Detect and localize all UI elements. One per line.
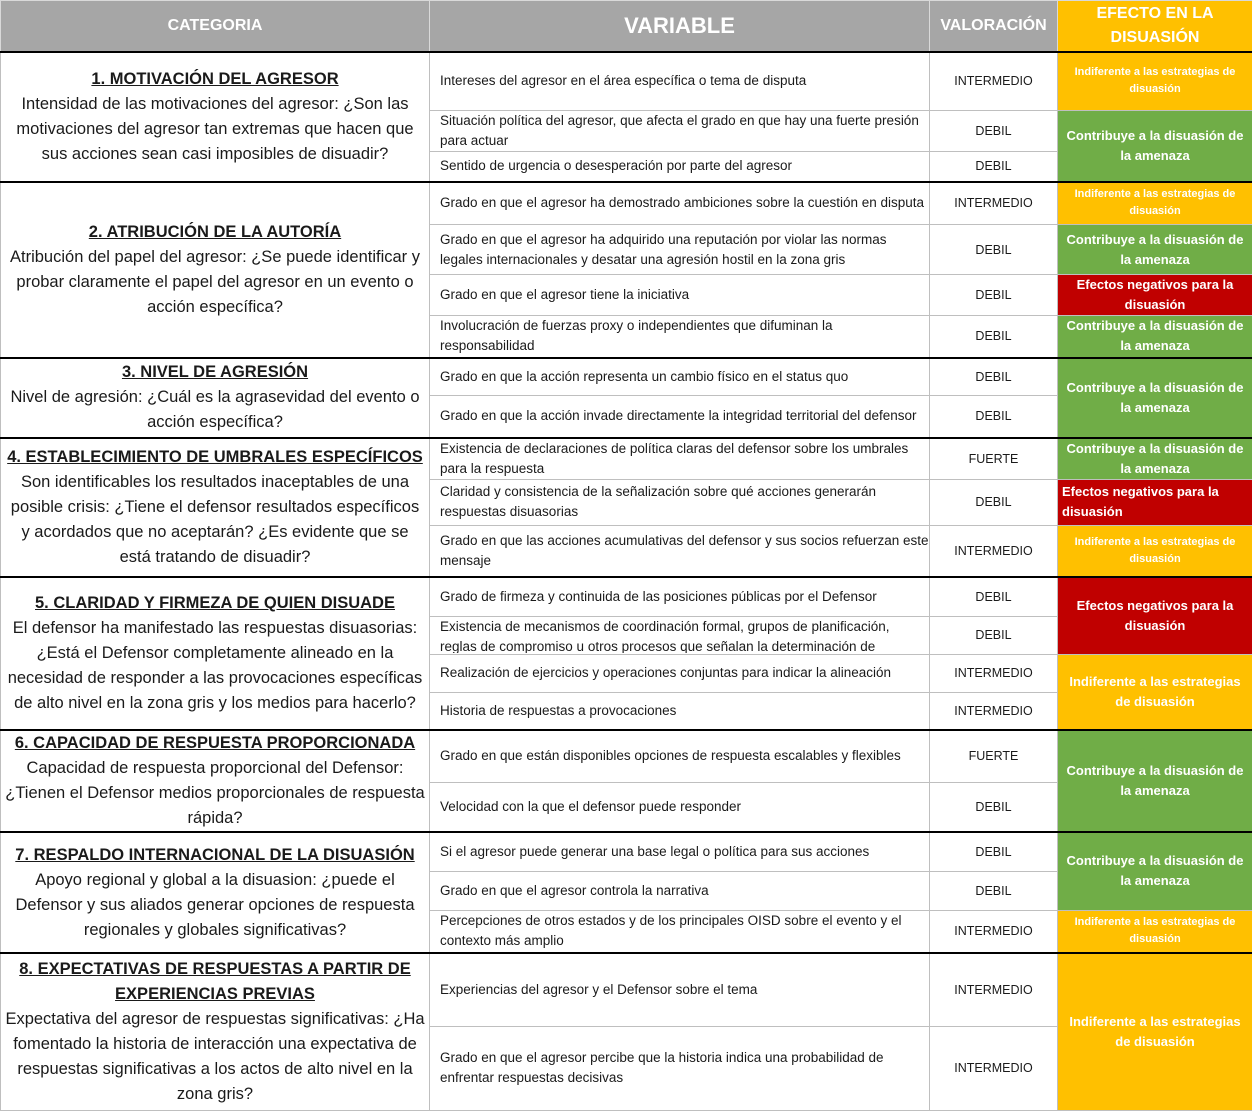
header-row <box>1 1 1252 52</box>
category-title: 2. ATRIBUCIÓN DE LA AUTORÍA <box>5 220 425 245</box>
category-description: Apoyo regional y global a la disuasion: ¿puede el Defensor y sus aliados generar opciones de respuesta regionales y globales significativas? <box>5 868 425 943</box>
variable-cell: Grado en que el agresor controla la narrativa <box>430 871 930 910</box>
category-description: Expectativa del agresor de respuestas significativas: ¿Ha fomentado la historia de interacción una expectativa de respuestas significativas a los actos de alto nivel en la zona gris? <box>5 1007 425 1107</box>
valoracion-cell: INTERMEDIO <box>930 182 1058 225</box>
valoracion-cell: INTERMEDIO <box>930 910 1058 953</box>
table-row <box>1 832 1252 871</box>
header-variable: VARIABLE <box>430 1 930 52</box>
variable-cell: Sentido de urgencia o desesperación por parte del agresor <box>430 152 930 182</box>
category-description: Son identificables los resultados inaceptables de una posible crisis: ¿Tiene el defensor resultados específicos y acordados que no aceptarán? ¿Es evidente que se está tratando de disuadir? <box>5 470 425 570</box>
variable-cell: Realización de ejercicios y operaciones conjuntas para indicar la alineación <box>430 654 930 692</box>
table-row <box>1 438 1252 480</box>
effect-cell: Contribuye a la disuasión de la amenaza <box>1058 438 1252 480</box>
category-cell <box>1 832 430 953</box>
variable-text: Existencia de mecanismos de coordinación formal, grupos de planificación, reglas de compromiso u otros procesos que señalan la determinación de <box>440 617 929 653</box>
table-row <box>1 358 1252 396</box>
effect-cell: Indiferente a las estrategias de disuasión <box>1058 182 1252 225</box>
effect-cell: Efectos negativos para la disuasión <box>1058 479 1252 525</box>
valoracion-cell: INTERMEDIO <box>930 1026 1058 1110</box>
table-row <box>1 953 1252 1026</box>
valoracion-cell: INTERMEDIO <box>930 52 1058 111</box>
valoracion-cell: INTERMEDIO <box>930 692 1058 730</box>
variable-cell: Si el agresor puede generar una base legal o política para sus acciones <box>430 832 930 871</box>
valoracion-cell: DEBIL <box>930 152 1058 182</box>
category-title: 5. CLARIDAD Y FIRMEZA DE QUIEN DISUADE <box>5 591 425 616</box>
effect-cell: Indiferente a las estrategias de disuasión <box>1058 953 1252 1110</box>
effect-cell: Indiferente a las estrategias de disuasión <box>1058 654 1252 730</box>
variable-cell: Grado en que el agresor percibe que la historia indica una probabilidad de enfrentar respuestas decisivas <box>430 1026 930 1110</box>
effect-cell: Contribuye a la disuasión de la amenaza <box>1058 832 1252 910</box>
effect-cell: Indiferente a las estrategias de disuasión <box>1058 525 1252 577</box>
category-description: El defensor ha manifestado las respuestas disuasorias: ¿Está el Defensor completamente alineado en la necesidad de responder a las provocaciones específicas de alto nivel en la zona gris y los medios para hacerlo? <box>5 616 425 716</box>
variable-cell: Grado en que la acción invade directamente la integridad territorial del defensor <box>430 396 930 438</box>
effect-cell: Contribuye a la disuasión de la amenaza <box>1058 358 1252 438</box>
variable-cell: Existencia de declaraciones de política claras del defensor sobre los umbrales para la respuesta <box>430 438 930 480</box>
valoracion-cell: INTERMEDIO <box>930 654 1058 692</box>
category-cell <box>1 52 430 182</box>
category-cell <box>1 358 430 438</box>
category-title: 7. RESPALDO INTERNACIONAL DE LA DISUASIÓN <box>5 843 425 868</box>
variable-cell: Historia de respuestas a provocaciones <box>430 692 930 730</box>
category-title: 4. ESTABLECIMIENTO DE UMBRALES ESPECÍFICOS <box>5 445 425 470</box>
category-title: 6. CAPACIDAD DE RESPUESTA PROPORCIONADA <box>5 731 425 756</box>
valoracion-cell: DEBIL <box>930 479 1058 525</box>
category-title: 1. MOTIVACIÓN DEL AGRESOR <box>5 67 425 92</box>
variable-cell: Involucración de fuerzas proxy o independientes que difuminan la responsabilidad <box>430 316 930 358</box>
variable-cell: Grado en que el agresor ha adquirido una reputación por violar las normas legales internacionales y desatar una agresión hostil en la zona gris <box>430 225 930 275</box>
variable-cell: Situación política del agresor, que afecta el grado en que hay una fuerte presión para actuar <box>430 111 930 152</box>
valoracion-cell: DEBIL <box>930 358 1058 396</box>
valoracion-cell: FUERTE <box>930 730 1058 782</box>
table-row <box>1 52 1252 111</box>
category-cell <box>1 730 430 832</box>
variable-cell <box>430 616 930 654</box>
table-row <box>1 730 1252 782</box>
valoracion-cell: DEBIL <box>930 577 1058 616</box>
effect-cell: Efectos negativos para la disuasión <box>1058 577 1252 654</box>
valoracion-cell: DEBIL <box>930 871 1058 910</box>
effect-cell: Contribuye a la disuasión de la amenaza <box>1058 225 1252 275</box>
effect-cell: Contribuye a la disuasión de la amenaza <box>1058 730 1252 832</box>
variable-cell: Grado en que están disponibles opciones de respuesta escalables y flexibles <box>430 730 930 782</box>
valoracion-cell: DEBIL <box>930 616 1058 654</box>
valoracion-cell: INTERMEDIO <box>930 525 1058 577</box>
category-cell <box>1 577 430 730</box>
category-cell <box>1 182 430 358</box>
category-description: Atribución del papel del agresor: ¿Se puede identificar y probar claramente el papel del agresor en un evento o acción específica? <box>5 245 425 320</box>
header-valoracion: VALORACIÓN <box>930 1 1058 52</box>
category-description: Capacidad de respuesta proporcional del Defensor: ¿Tienen el Defensor medios proporcionales de respuesta rápida? <box>5 756 425 831</box>
table-row <box>1 577 1252 616</box>
category-title: 8. EXPECTATIVAS DE RESPUESTAS A PARTIR DE EXPERIENCIAS PREVIAS <box>5 957 425 1007</box>
variable-cell: Grado en que el agresor tiene la iniciativa <box>430 275 930 316</box>
header-efecto: EFECTO EN LA DISUASIÓN <box>1058 1 1252 52</box>
category-description: Nivel de agresión: ¿Cuál es la agrasevidad del evento o acción específica? <box>5 385 425 435</box>
variable-cell: Percepciones de otros estados y de los principales OISD sobre el evento y el contexto más amplio <box>430 910 930 953</box>
category-title: 3. NIVEL DE AGRESIÓN <box>5 360 425 385</box>
effect-cell: Contribuye a la disuasión de la amenaza <box>1058 111 1252 182</box>
valoracion-cell: DEBIL <box>930 832 1058 871</box>
effect-cell: Indiferente a las estrategias de disuasión <box>1058 52 1252 111</box>
header-categoria: CATEGORIA <box>1 1 430 52</box>
valoracion-cell: DEBIL <box>930 396 1058 438</box>
category-description: Intensidad de las motivaciones del agresor: ¿Son las motivaciones del agresor tan extremas que hacen que sus acciones sean casi imposibles de disuadir? <box>5 92 425 167</box>
valoracion-cell: DEBIL <box>930 782 1058 832</box>
valoracion-cell: FUERTE <box>930 438 1058 480</box>
category-cell <box>1 953 430 1110</box>
category-cell <box>1 438 430 578</box>
valoracion-cell: INTERMEDIO <box>930 953 1058 1026</box>
variable-cell: Grado en que el agresor ha demostrado ambiciones sobre la cuestión en disputa <box>430 182 930 225</box>
valoracion-cell: DEBIL <box>930 275 1058 316</box>
variable-cell: Velocidad con la que el defensor puede responder <box>430 782 930 832</box>
variable-cell: Grado en que las acciones acumulativas del defensor y sus socios refuerzan este mensaje <box>430 525 930 577</box>
table-row <box>1 182 1252 225</box>
effect-cell: Indiferente a las estrategias de disuasión <box>1058 910 1252 953</box>
variable-cell: Claridad y consistencia de la señalización sobre qué acciones generarán respuestas disuasorias <box>430 479 930 525</box>
valoracion-cell: DEBIL <box>930 225 1058 275</box>
variable-cell: Grado de firmeza y continuida de las posiciones públicas por el Defensor <box>430 577 930 616</box>
effect-cell: Contribuye a la disuasión de la amenaza <box>1058 316 1252 358</box>
valoracion-cell: DEBIL <box>930 111 1058 152</box>
variable-cell: Intereses del agresor en el área específica o tema de disputa <box>430 52 930 111</box>
variable-cell: Experiencias del agresor y el Defensor sobre el tema <box>430 953 930 1026</box>
variable-cell: Grado en que la acción representa un cambio físico en el status quo <box>430 358 930 396</box>
valoracion-cell: DEBIL <box>930 316 1058 358</box>
effect-cell: Efectos negativos para la disuasión <box>1058 275 1252 316</box>
